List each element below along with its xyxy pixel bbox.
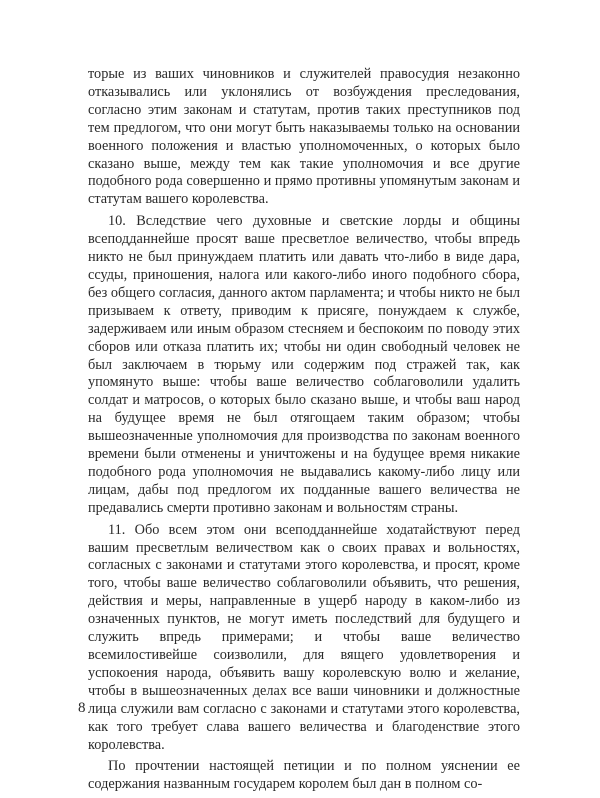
- page-number: 8: [78, 700, 86, 716]
- paragraph-11: 11. Обо всем этом они всеподданнейше ходатайствуют перед вашим пресветлым величеством как о своих правах и вольностях, согласных с законами и статутами этого королевства, и просят, кроме того, чтобы ваше величество соблаговолили объявить, что решения, действия и меры, направленные в ущерб народу в каком-либо из означенных пунктов, не могут иметь последствий для будущего и служить впредь примерами; и чтобы ваше величество всемилостивейше соизволили, для вящего удовлетворения и успокоения народа, объявить вашу королевскую волю и желание, чтобы в вышеозначенных делах все ваши чиновники и должностные лица служили вам согласно с законами и статутами этого королевства, как того требует слава вашего величества и благоденствие этого королевства.: [88, 521, 520, 753]
- paragraph-continuation: торые из ваших чиновников и служителей правосудия незаконно отказывались или уклонялись от возбуждения преследования, согласно этим законам и статутам, против таких преступников под тем предлогом, что они могут быть наказываемы только на основании военного положения и властью уполномоченных, о которых было сказано выше, между тем как такие уполномочия и все другие подобного рода совершенно и прямо противны упомянутым законам и статутам вашего королевства.: [88, 66, 520, 208]
- paragraph-final: По прочтении настоящей петиции и по полном уяснении ее содержания названным государем королем был дан в полном со-: [88, 758, 520, 793]
- body-text: [88, 66, 520, 798]
- paragraph-10: 10. Вследствие чего духовные и светские лорды и общины всеподданнейше просят ваше пресветлое величество, чтобы впредь никто не был принуждаем платить или давать что-либо в виде дара, ссуды, приношения, налога или какого-либо иного подобного сбора, без общего согласия, данного актом парламента; и чтобы никто не был призываем к ответу, приводим к присяге, понуждаем к службе, задерживаем или иным образом стесняем и беспокоим по поводу этих сборов или отказа платить их; чтобы ни один свободный человек не был заключаем в тюрьму или содержим под стражей так, как упомянуто выше: чтобы ваше величество соблаговолили удалить солдат и матросов, о которых было сказано выше, и чтобы ваш народ на будущее время не был отягощаем таким образом; чтобы вышеозначенные уполномочия для производства по законам военного времени были отменены и уничтожены и на будущее время никакие подобного рода уполномочия не выдавались какому-либо лицу или лицам, дабы под предлогом их подданные вашего величества не предавались смерти противно законам и вольностям страны.: [88, 213, 520, 516]
